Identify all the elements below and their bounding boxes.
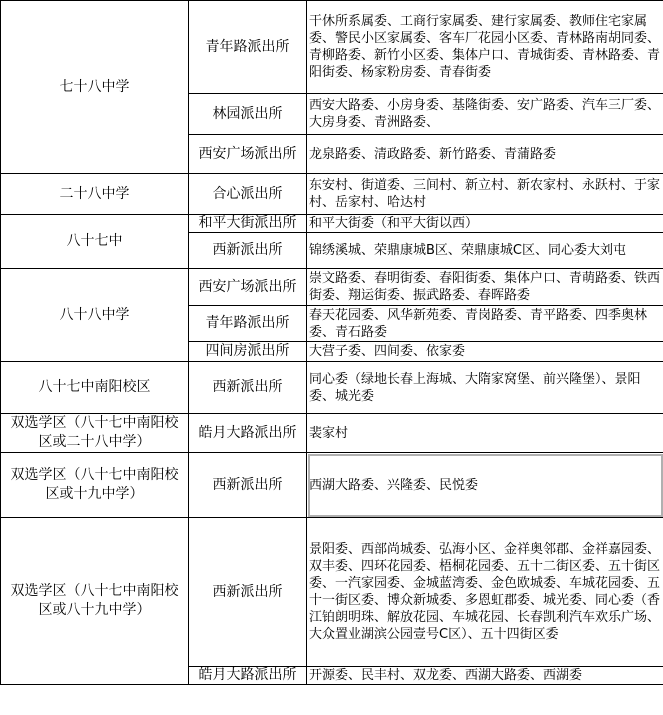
police-station-cell: 西新派出所 bbox=[189, 453, 307, 518]
police-station-cell: 皓月大路派出所 bbox=[189, 667, 307, 685]
school-cell: 八十七中南阳校区 bbox=[1, 362, 189, 414]
police-station-cell: 林园派出所 bbox=[189, 94, 307, 135]
police-station-cell: 皓月大路派出所 bbox=[189, 414, 307, 453]
table-row bbox=[1, 414, 663, 453]
table-row bbox=[1, 1, 663, 94]
community-cell: 干休所系属委、工商行家属委、建行家属委、教师住宅家属委、警民小区家属委、客车厂花园小区委、青林路南胡同委、青柳路委、新竹小区委、集体户口、青城街委、青林路委、青阳街委、杨家粉房委、青春街委 bbox=[307, 1, 663, 94]
police-station-cell: 合心派出所 bbox=[189, 174, 307, 215]
community-cell: 西湖大路委、兴隆委、民悦委 bbox=[307, 453, 663, 518]
table-row bbox=[1, 174, 663, 215]
police-station-cell: 西安广场派出所 bbox=[189, 135, 307, 174]
community-cell: 开源委、民丰村、双龙委、西湖大路委、西湖委 bbox=[307, 667, 663, 685]
school-cell: 双选学区（八十七中南阳校区或二十八中学） bbox=[1, 414, 189, 453]
table-row bbox=[1, 518, 663, 667]
school-cell: 二十八中学 bbox=[1, 174, 189, 215]
police-station-cell: 西新派出所 bbox=[189, 233, 307, 269]
community-cell: 锦绣溪城、荣鼎康城B区、荣鼎康城C区、同心委大刘屯 bbox=[307, 233, 663, 269]
school-cell: 八十七中 bbox=[1, 215, 189, 269]
police-station-cell: 西新派出所 bbox=[189, 518, 307, 667]
table-row bbox=[1, 269, 663, 306]
school-cell: 八十八中学 bbox=[1, 269, 189, 362]
community-cell: 景阳委、西部尚城委、弘海小区、金祥奥邻郡、金祥嘉园委、双丰委、四环花园委、梧桐花园委、五十二街区委、五十街区委、一汽家园委、金城蓝湾委、金色欧城委、车城花园委、五十一街区委、博众新城委、多恩虹郡委、城光委、同心委（香江铂朗明珠、解放花园、车城花园、长春凯利汽车欢乐广场、大众置业湖滨公园壹号C区）、五十四街区委 bbox=[307, 518, 663, 667]
community-cell: 同心委（绿地长春上海城、大隋家窝堡、前兴隆堡）、景阳委、城光委 bbox=[307, 362, 663, 414]
community-cell: 龙泉路委、清政路委、新竹路委、青蒲路委 bbox=[307, 135, 663, 174]
police-station-cell: 西安广场派出所 bbox=[189, 269, 307, 306]
community-cell: 和平大街委（和平大街以西） bbox=[307, 215, 663, 233]
police-station-cell: 西新派出所 bbox=[189, 362, 307, 414]
table-row bbox=[1, 215, 663, 233]
police-station-cell: 青年路派出所 bbox=[189, 1, 307, 94]
police-station-cell: 和平大街派出所 bbox=[189, 215, 307, 233]
school-cell: 双选学区（八十七中南阳校区或十九中学） bbox=[1, 453, 189, 518]
community-cell: 春天花园委、风华新苑委、青岗路委、青平路委、四季奥林委、青石路委 bbox=[307, 306, 663, 342]
community-cell: 裴家村 bbox=[307, 414, 663, 453]
community-cell: 崇文路委、春明街委、春阳街委、集体户口、青萌路委、铁西街委、翔运街委、振武路委、春晖路委 bbox=[307, 269, 663, 306]
community-cell: 东安村、街道委、三间村、新立村、新农家村、永跃村、于家村、岳家村、哈达村 bbox=[307, 174, 663, 215]
table-row bbox=[1, 453, 663, 518]
community-cell: 西安大路委、小房身委、基隆街委、安广路委、汽车三厂委、大房身委、青洲路委、 bbox=[307, 94, 663, 135]
school-cell: 七十八中学 bbox=[1, 1, 189, 174]
table-row bbox=[1, 362, 663, 414]
police-station-cell: 青年路派出所 bbox=[189, 306, 307, 342]
community-cell: 大营子委、四间委、依家委 bbox=[307, 342, 663, 362]
school-cell: 双选学区（八十七中南阳校区或八十九中学） bbox=[1, 518, 189, 685]
police-station-cell: 四间房派出所 bbox=[189, 342, 307, 362]
